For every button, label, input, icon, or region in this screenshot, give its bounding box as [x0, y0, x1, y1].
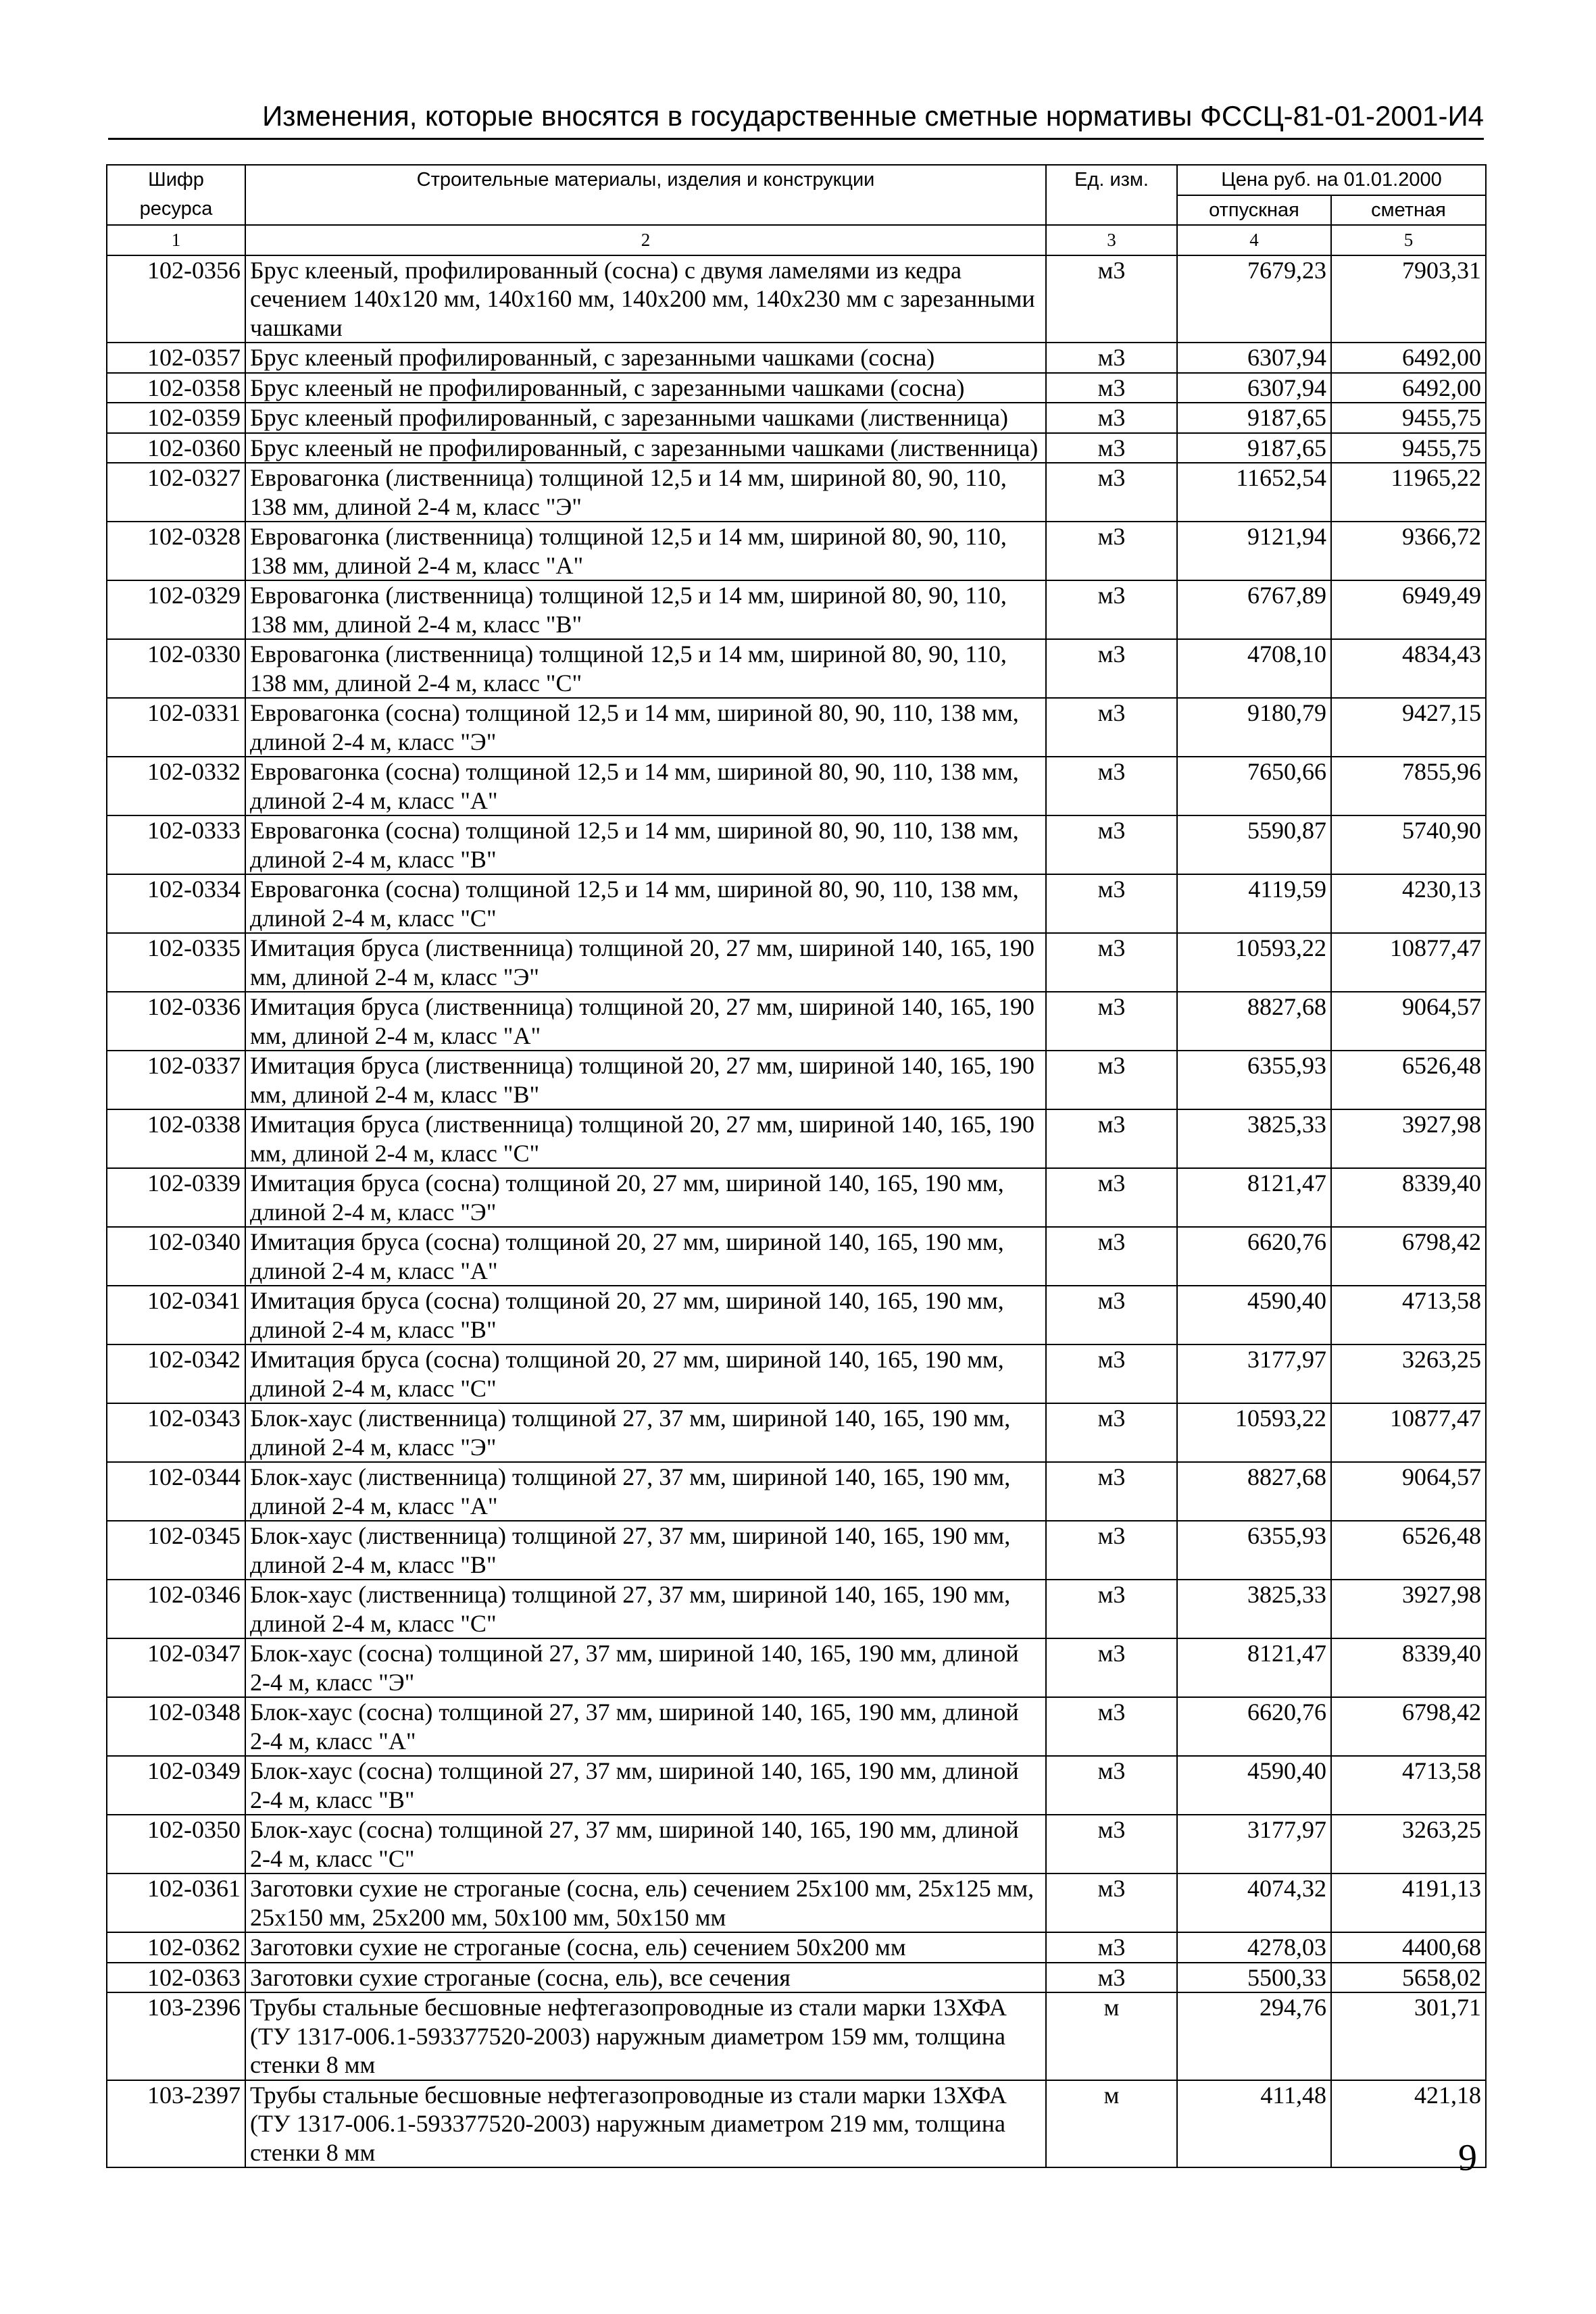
row-estimate-price: 4400,68 [1331, 1932, 1486, 1963]
row-estimate-price: 5740,90 [1331, 815, 1486, 874]
row-name: Евровагонка (сосна) толщиной 12,5 и 14 мм, шириной 80, 90, 110, 138 мм, длиной 2-4 м, класс "В" [245, 815, 1046, 874]
row-code: 102-0349 [107, 1756, 245, 1815]
row-name: Евровагонка (лиственница) толщиной 12,5 и 14 мм, шириной 80, 90, 110, 138 мм, длиной 2-4 м, класс "Э" [245, 463, 1046, 522]
row-unit: м3 [1046, 255, 1177, 343]
row-estimate-price: 6526,48 [1331, 1521, 1486, 1580]
row-unit: м3 [1046, 1344, 1177, 1403]
page-header [108, 96, 1484, 140]
row-name: Евровагонка (лиственница) толщиной 12,5 и 14 мм, шириной 80, 90, 110, 138 мм, длиной 2-4 м, класс "А" [245, 522, 1046, 580]
header-code: Шифр ресурса [107, 165, 245, 225]
row-estimate-price: 9455,75 [1331, 403, 1486, 433]
table-row [107, 933, 1486, 992]
row-name: Имитация бруса (лиственница) толщиной 20, 27 мм, шириной 140, 165, 190 мм, длиной 2-4 м, класс "А" [245, 992, 1046, 1051]
row-release-price: 3177,97 [1177, 1815, 1331, 1873]
row-unit: м3 [1046, 1227, 1177, 1286]
row-unit: м3 [1046, 1168, 1177, 1227]
row-name: Трубы стальные бесшовные нефтегазопроводные из стали марки 13ХФА (ТУ 1317-006.1-593377520-2003) наружным диаметром 159 мм, толщина стенки 8 мм [245, 1992, 1046, 2080]
row-unit: м3 [1046, 343, 1177, 373]
row-name: Имитация бруса (сосна) толщиной 20, 27 мм, шириной 140, 165, 190 мм, длиной 2-4 м, класс "Э" [245, 1168, 1046, 1227]
row-code: 102-0332 [107, 757, 245, 815]
row-code: 102-0362 [107, 1932, 245, 1963]
table-row [107, 463, 1486, 522]
row-release-price: 6307,94 [1177, 343, 1331, 373]
row-release-price: 4590,40 [1177, 1756, 1331, 1815]
row-code: 102-0363 [107, 1963, 245, 1993]
row-release-price: 4590,40 [1177, 1286, 1331, 1344]
row-code: 102-0356 [107, 255, 245, 343]
row-release-price: 5590,87 [1177, 815, 1331, 874]
row-unit: м3 [1046, 1462, 1177, 1521]
row-release-price: 4278,03 [1177, 1932, 1331, 1963]
row-estimate-price: 10877,47 [1331, 1403, 1486, 1462]
row-code: 103-2397 [107, 2080, 245, 2168]
row-release-price: 9121,94 [1177, 522, 1331, 580]
row-release-price: 8121,47 [1177, 1638, 1331, 1697]
table-row [107, 433, 1486, 463]
row-unit: м3 [1046, 403, 1177, 433]
row-release-price: 6355,93 [1177, 1051, 1331, 1109]
row-code: 102-0357 [107, 343, 245, 373]
row-name: Блок-хаус (сосна) толщиной 27, 37 мм, шириной 140, 165, 190 мм, длиной 2-4 м, класс "А" [245, 1697, 1046, 1756]
header-estimate-price: сметная [1331, 195, 1486, 226]
row-release-price: 9187,65 [1177, 433, 1331, 463]
header-price-group: Цена руб. на 01.01.2000 [1177, 165, 1486, 195]
row-code: 102-0343 [107, 1403, 245, 1462]
row-unit: м3 [1046, 1286, 1177, 1344]
row-estimate-price: 6526,48 [1331, 1051, 1486, 1109]
row-name: Брус клееный профилированный, с зарезанными чашками (сосна) [245, 343, 1046, 373]
row-release-price: 7679,23 [1177, 255, 1331, 343]
row-unit: м3 [1046, 463, 1177, 522]
row-unit: м3 [1046, 698, 1177, 757]
row-release-price: 5500,33 [1177, 1963, 1331, 1993]
row-unit: м3 [1046, 1521, 1177, 1580]
row-unit: м [1046, 1992, 1177, 2080]
table-row [107, 2080, 1486, 2168]
row-estimate-price: 9064,57 [1331, 1462, 1486, 1521]
table-row [107, 874, 1486, 933]
row-name: Заготовки сухие не строганые (сосна, ель) сечением 50x200 мм [245, 1932, 1046, 1963]
row-code: 102-0329 [107, 580, 245, 639]
row-name: Блок-хаус (лиственница) толщиной 27, 37 мм, шириной 140, 165, 190 мм, длиной 2-4 м, класс "А" [245, 1462, 1046, 1521]
row-unit: м3 [1046, 580, 1177, 639]
row-release-price: 8121,47 [1177, 1168, 1331, 1227]
row-code: 102-0341 [107, 1286, 245, 1344]
table-row [107, 1109, 1486, 1168]
row-release-price: 6307,94 [1177, 373, 1331, 403]
row-estimate-price: 3263,25 [1331, 1344, 1486, 1403]
row-code: 102-0346 [107, 1580, 245, 1638]
table-row [107, 255, 1486, 343]
row-code: 102-0350 [107, 1815, 245, 1873]
row-unit: м3 [1046, 1580, 1177, 1638]
header-name: Строительные материалы, изделия и конструкции [245, 165, 1046, 225]
row-unit: м3 [1046, 1815, 1177, 1873]
row-name: Имитация бруса (лиственница) толщиной 20, 27 мм, шириной 140, 165, 190 мм, длиной 2-4 м, класс "Э" [245, 933, 1046, 992]
row-release-price: 6620,76 [1177, 1227, 1331, 1286]
row-name: Блок-хаус (лиственница) толщиной 27, 37 мм, шириной 140, 165, 190 мм, длиной 2-4 м, класс "В" [245, 1521, 1046, 1580]
row-name: Блок-хаус (сосна) толщиной 27, 37 мм, шириной 140, 165, 190 мм, длиной 2-4 м, класс "В" [245, 1756, 1046, 1815]
column-number: 5 [1331, 225, 1486, 255]
row-name: Блок-хаус (сосна) толщиной 27, 37 мм, шириной 140, 165, 190 мм, длиной 2-4 м, класс "С" [245, 1815, 1046, 1873]
row-unit: м3 [1046, 757, 1177, 815]
table-row [107, 1756, 1486, 1815]
table-row [107, 1051, 1486, 1109]
table-row [107, 815, 1486, 874]
row-code: 102-0359 [107, 403, 245, 433]
table-row [107, 1963, 1486, 1993]
row-estimate-price: 4713,58 [1331, 1756, 1486, 1815]
table-row [107, 403, 1486, 433]
row-code: 102-0328 [107, 522, 245, 580]
row-unit: м3 [1046, 522, 1177, 580]
row-code: 102-0331 [107, 698, 245, 757]
page-number: 9 [1458, 2137, 1477, 2179]
row-unit: м3 [1046, 1963, 1177, 1993]
materials-price-table [106, 164, 1487, 2168]
table-row [107, 1286, 1486, 1344]
row-name: Брус клееный профилированный, с зарезанными чашками (лиственница) [245, 403, 1046, 433]
row-unit: м3 [1046, 373, 1177, 403]
row-unit: м3 [1046, 992, 1177, 1051]
table-row [107, 698, 1486, 757]
row-name: Евровагонка (сосна) толщиной 12,5 и 14 мм, шириной 80, 90, 110, 138 мм, длиной 2-4 м, класс "Э" [245, 698, 1046, 757]
row-release-price: 8827,68 [1177, 992, 1331, 1051]
row-name: Блок-хаус (лиственница) толщиной 27, 37 мм, шириной 140, 165, 190 мм, длиной 2-4 м, класс "С" [245, 1580, 1046, 1638]
row-unit: м3 [1046, 1109, 1177, 1168]
row-name: Брус клееный, профилированный (сосна) с двумя ламелями из кедра сечением 140x120 мм, 140x160 мм, 140x200 мм, 140x230 мм с зарезанными чашками [245, 255, 1046, 343]
row-unit: м [1046, 2080, 1177, 2168]
row-estimate-price: 7903,31 [1331, 255, 1486, 343]
row-estimate-price: 6798,42 [1331, 1697, 1486, 1756]
row-release-price: 4074,32 [1177, 1873, 1331, 1932]
row-release-price: 7650,66 [1177, 757, 1331, 815]
row-estimate-price: 7855,96 [1331, 757, 1486, 815]
table-row [107, 522, 1486, 580]
row-code: 102-0338 [107, 1109, 245, 1168]
row-code: 102-0360 [107, 433, 245, 463]
row-name: Трубы стальные бесшовные нефтегазопроводные из стали марки 13ХФА (ТУ 1317-006.1-593377520-2003) наружным диаметром 219 мм, толщина стенки 8 мм [245, 2080, 1046, 2168]
row-code: 102-0333 [107, 815, 245, 874]
row-estimate-price: 6798,42 [1331, 1227, 1486, 1286]
row-name: Евровагонка (сосна) толщиной 12,5 и 14 мм, шириной 80, 90, 110, 138 мм, длиной 2-4 м, класс "А" [245, 757, 1046, 815]
row-release-price: 8827,68 [1177, 1462, 1331, 1521]
table-row [107, 757, 1486, 815]
row-release-price: 9187,65 [1177, 403, 1331, 433]
row-code: 102-0327 [107, 463, 245, 522]
row-code: 102-0335 [107, 933, 245, 992]
row-unit: м3 [1046, 1873, 1177, 1932]
table-row [107, 1521, 1486, 1580]
row-name: Имитация бруса (сосна) толщиной 20, 27 мм, шириной 140, 165, 190 мм, длиной 2-4 м, класс "С" [245, 1344, 1046, 1403]
row-estimate-price: 6492,00 [1331, 373, 1486, 403]
row-estimate-price: 3927,98 [1331, 1109, 1486, 1168]
row-code: 102-0337 [107, 1051, 245, 1109]
table-row [107, 1932, 1486, 1963]
row-release-price: 9180,79 [1177, 698, 1331, 757]
table-row [107, 1697, 1486, 1756]
row-release-price: 411,48 [1177, 2080, 1331, 2168]
header-unit: Ед. изм. [1046, 165, 1177, 225]
header-release-price: отпускная [1177, 195, 1331, 226]
column-number: 4 [1177, 225, 1331, 255]
row-estimate-price: 9366,72 [1331, 522, 1486, 580]
row-estimate-price: 6949,49 [1331, 580, 1486, 639]
row-name: Блок-хаус (лиственница) толщиной 27, 37 мм, шириной 140, 165, 190 мм, длиной 2-4 м, класс "Э" [245, 1403, 1046, 1462]
row-code: 102-0344 [107, 1462, 245, 1521]
row-code: 102-0361 [107, 1873, 245, 1932]
table-row [107, 1168, 1486, 1227]
row-code: 103-2396 [107, 1992, 245, 2080]
row-name: Евровагонка (лиственница) толщиной 12,5 и 14 мм, шириной 80, 90, 110, 138 мм, длиной 2-4 м, класс "С" [245, 639, 1046, 698]
row-unit: м3 [1046, 874, 1177, 933]
row-unit: м3 [1046, 433, 1177, 463]
row-code: 102-0347 [107, 1638, 245, 1697]
table-row [107, 1873, 1486, 1932]
row-code: 102-0348 [107, 1697, 245, 1756]
row-code: 102-0342 [107, 1344, 245, 1403]
row-estimate-price: 4834,43 [1331, 639, 1486, 698]
table-row [107, 580, 1486, 639]
table-row [107, 373, 1486, 403]
row-unit: м3 [1046, 1051, 1177, 1109]
table-row [107, 639, 1486, 698]
row-name: Имитация бруса (лиственница) толщиной 20, 27 мм, шириной 140, 165, 190 мм, длиной 2-4 м, класс "С" [245, 1109, 1046, 1168]
row-name: Евровагонка (лиственница) толщиной 12,5 и 14 мм, шириной 80, 90, 110, 138 мм, длиной 2-4 м, класс "В" [245, 580, 1046, 639]
row-estimate-price: 9455,75 [1331, 433, 1486, 463]
column-number: 2 [245, 225, 1046, 255]
row-code: 102-0336 [107, 992, 245, 1051]
document-title: Изменения, которые вносятся в государственные сметные нормативы ФССЦ-81-01-2001-И4 [262, 100, 1484, 132]
row-estimate-price: 3927,98 [1331, 1580, 1486, 1638]
row-unit: м3 [1046, 639, 1177, 698]
row-estimate-price: 9064,57 [1331, 992, 1486, 1051]
row-estimate-price: 4230,13 [1331, 874, 1486, 933]
row-estimate-price: 4713,58 [1331, 1286, 1486, 1344]
row-estimate-price: 8339,40 [1331, 1168, 1486, 1227]
table-row [107, 1815, 1486, 1873]
row-estimate-price: 10877,47 [1331, 933, 1486, 992]
row-estimate-price: 301,71 [1331, 1992, 1486, 2080]
table-row [107, 992, 1486, 1051]
row-release-price: 3825,33 [1177, 1580, 1331, 1638]
row-code: 102-0339 [107, 1168, 245, 1227]
row-code: 102-0358 [107, 373, 245, 403]
row-name: Имитация бруса (сосна) толщиной 20, 27 мм, шириной 140, 165, 190 мм, длиной 2-4 м, класс "В" [245, 1286, 1046, 1344]
column-number: 1 [107, 225, 245, 255]
row-release-price: 6620,76 [1177, 1697, 1331, 1756]
table-row [107, 1403, 1486, 1462]
table-row [107, 343, 1486, 373]
table-row [107, 1227, 1486, 1286]
table-body [107, 255, 1486, 2168]
row-code: 102-0330 [107, 639, 245, 698]
row-name: Имитация бруса (лиственница) толщиной 20, 27 мм, шириной 140, 165, 190 мм, длиной 2-4 м, класс "В" [245, 1051, 1046, 1109]
row-estimate-price: 5658,02 [1331, 1963, 1486, 1993]
row-name: Блок-хаус (сосна) толщиной 27, 37 мм, шириной 140, 165, 190 мм, длиной 2-4 м, класс "Э" [245, 1638, 1046, 1697]
row-release-price: 4119,59 [1177, 874, 1331, 933]
table-row [107, 1344, 1486, 1403]
table-row [107, 1638, 1486, 1697]
row-name: Имитация бруса (сосна) толщиной 20, 27 мм, шириной 140, 165, 190 мм, длиной 2-4 м, класс "А" [245, 1227, 1046, 1286]
table-row [107, 1462, 1486, 1521]
row-release-price: 6767,89 [1177, 580, 1331, 639]
row-estimate-price: 3263,25 [1331, 1815, 1486, 1873]
row-unit: м3 [1046, 1697, 1177, 1756]
row-release-price: 10593,22 [1177, 933, 1331, 992]
row-estimate-price: 8339,40 [1331, 1638, 1486, 1697]
row-name: Брус клееный не профилированный, с зарезанными чашками (сосна) [245, 373, 1046, 403]
row-code: 102-0340 [107, 1227, 245, 1286]
row-code: 102-0334 [107, 874, 245, 933]
row-unit: м3 [1046, 1756, 1177, 1815]
row-unit: м3 [1046, 1403, 1177, 1462]
row-release-price: 11652,54 [1177, 463, 1331, 522]
row-name: Заготовки сухие не строганые (сосна, ель) сечением 25x100 мм, 25x125 мм, 25x150 мм, 25x200 мм, 50x100 мм, 50x150 мм [245, 1873, 1046, 1932]
row-release-price: 10593,22 [1177, 1403, 1331, 1462]
row-unit: м3 [1046, 815, 1177, 874]
row-release-price: 294,76 [1177, 1992, 1331, 2080]
row-estimate-price: 4191,13 [1331, 1873, 1486, 1932]
row-release-price: 3177,97 [1177, 1344, 1331, 1403]
row-estimate-price: 6492,00 [1331, 343, 1486, 373]
row-name: Брус клееный не профилированный, с зарезанными чашками (лиственница) [245, 433, 1046, 463]
row-release-price: 3825,33 [1177, 1109, 1331, 1168]
row-name: Евровагонка (сосна) толщиной 12,5 и 14 мм, шириной 80, 90, 110, 138 мм, длиной 2-4 м, класс "С" [245, 874, 1046, 933]
row-unit: м3 [1046, 1638, 1177, 1697]
row-estimate-price: 11965,22 [1331, 463, 1486, 522]
row-release-price: 6355,93 [1177, 1521, 1331, 1580]
row-name: Заготовки сухие строганые (сосна, ель), все сечения [245, 1963, 1046, 1993]
row-unit: м3 [1046, 933, 1177, 992]
row-estimate-price: 421,18 [1331, 2080, 1486, 2168]
row-estimate-price: 9427,15 [1331, 698, 1486, 757]
row-release-price: 4708,10 [1177, 639, 1331, 698]
row-code: 102-0345 [107, 1521, 245, 1580]
table-row [107, 1992, 1486, 2080]
row-unit: м3 [1046, 1932, 1177, 1963]
table-row [107, 1580, 1486, 1638]
column-number: 3 [1046, 225, 1177, 255]
